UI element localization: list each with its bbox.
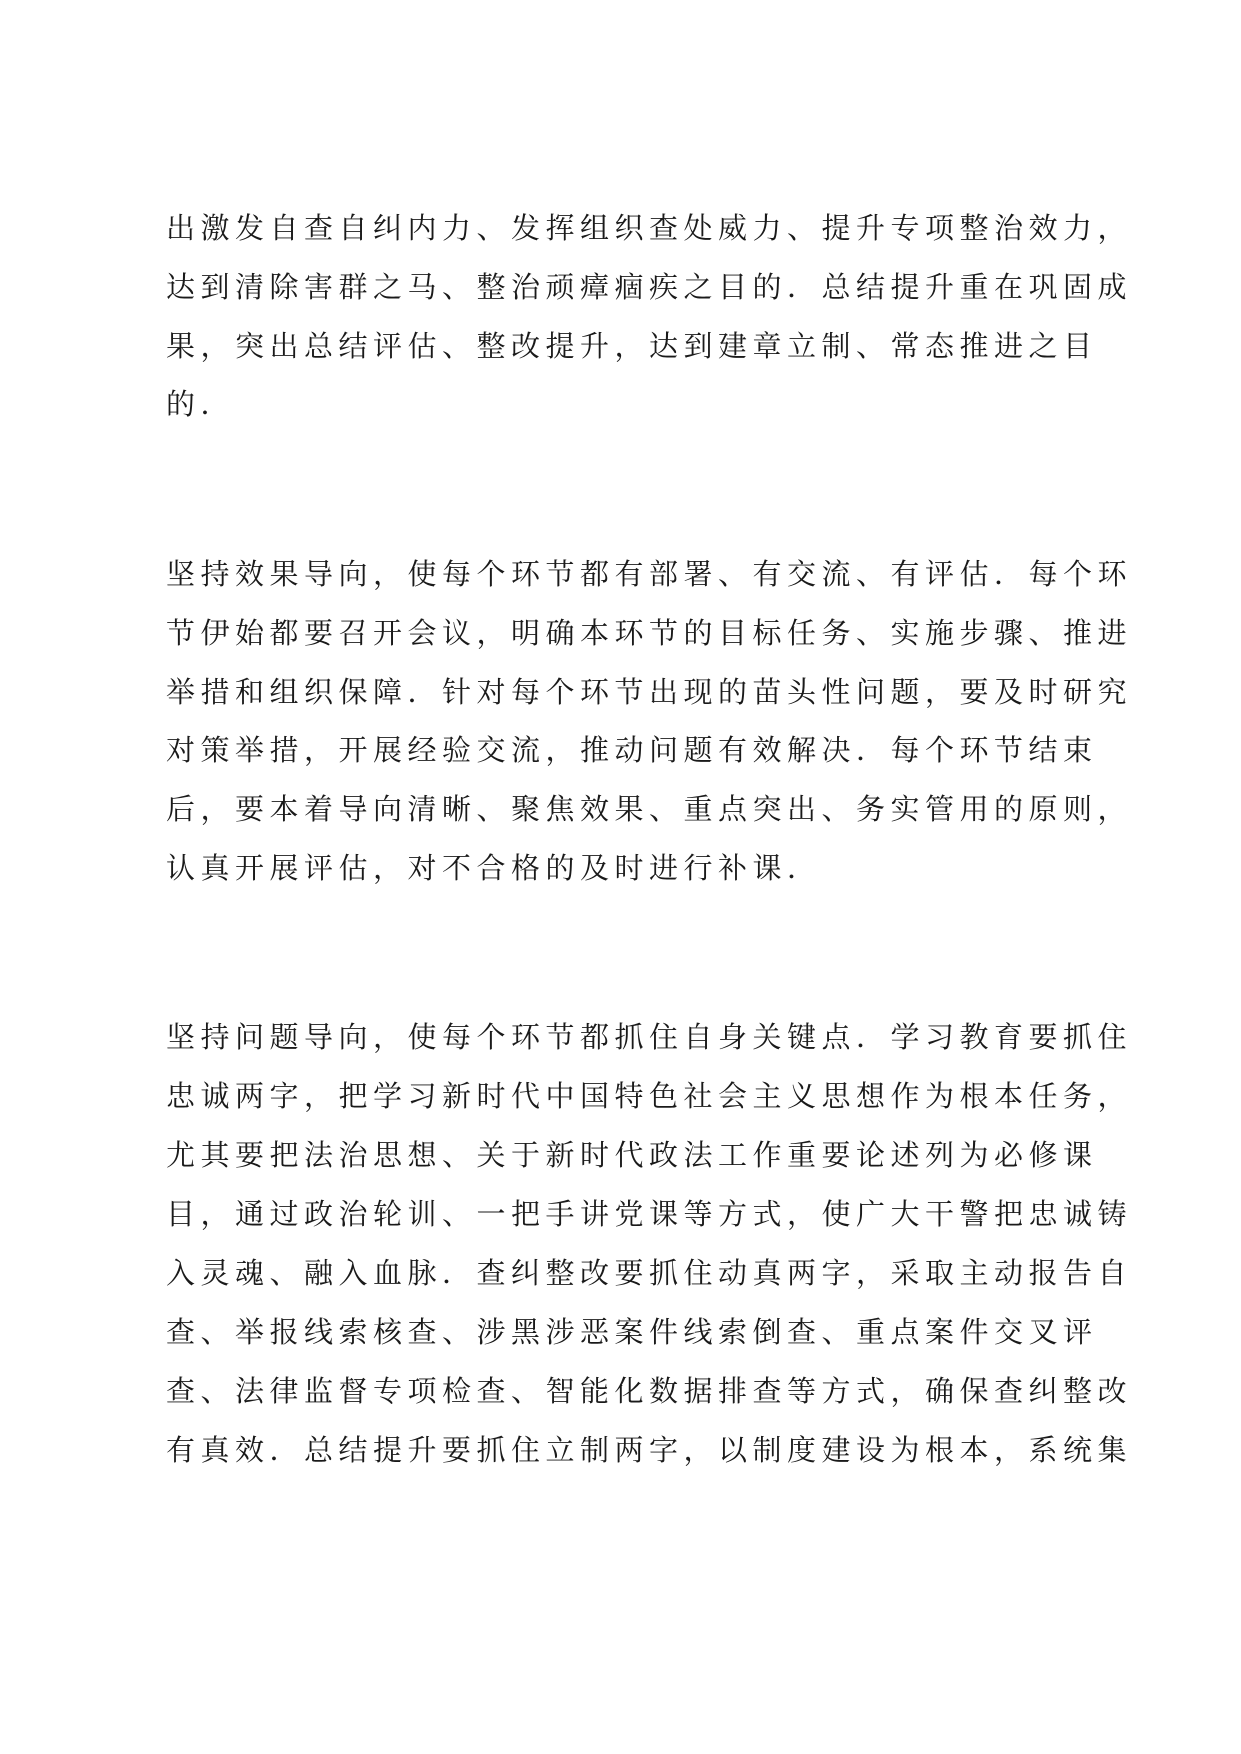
paragraph-2-line-1: 坚持效果导向，使每个环节都有部署、有交流、有评估．每个环 [166, 557, 1133, 591]
paragraph-2-line-2: 节伊始都要召开会议，明确本环节的目标任务、实施步骤、推进 [166, 616, 1133, 650]
paragraph-1-line-4: 的． [166, 387, 236, 421]
paragraph-2-line-3: 举措和组织保障．针对每个环节出现的苗头性问题，要及时研究 [166, 675, 1133, 709]
paragraph-3-line-4: 目，通过政治轮训、一把手讲党课等方式，使广大干警把忠诚铸 [166, 1197, 1133, 1231]
paragraph-3-line-6: 查、举报线索核查、涉黑涉恶案件线索倒查、重点案件交叉评 [166, 1315, 1098, 1349]
paragraph-1-line-2: 达到清除害群之马、整治顽瘴痼疾之目的．总结提升重在巩固成 [166, 270, 1133, 304]
paragraph-1-line-1: 出激发自查自纠内力、发挥组织查处威力、提升专项整治效力， [166, 211, 1133, 245]
paragraph-3-line-3: 尤其要把法治思想、关于新时代政法工作重要论述列为必修课 [166, 1138, 1098, 1172]
paragraph-3-line-8: 有真效．总结提升要抓住立制两字，以制度建设为根本，系统集 [166, 1433, 1133, 1467]
paragraph-3-line-2: 忠诚两字，把学习新时代中国特色社会主义思想作为根本任务， [166, 1079, 1133, 1113]
paragraph-3-line-5: 入灵魂、融入血脉．查纠整改要抓住动真两字，采取主动报告自 [166, 1256, 1133, 1290]
paragraph-2-line-6: 认真开展评估，对不合格的及时进行补课． [166, 851, 822, 885]
paragraph-2-line-5: 后，要本着导向清晰、聚焦效果、重点突出、务实管用的原则， [166, 792, 1133, 826]
paragraph-1-line-3: 果，突出总结评估、整改提升，达到建章立制、常态推进之目 [166, 329, 1098, 363]
paragraph-3-line-1: 坚持问题导向，使每个环节都抓住自身关键点．学习教育要抓住 [166, 1020, 1133, 1054]
paragraph-2-line-4: 对策举措，开展经验交流，推动问题有效解决．每个环节结束 [166, 733, 1098, 767]
paragraph-3-line-7: 查、法律监督专项检查、智能化数据排查等方式，确保查纠整改 [166, 1374, 1133, 1408]
